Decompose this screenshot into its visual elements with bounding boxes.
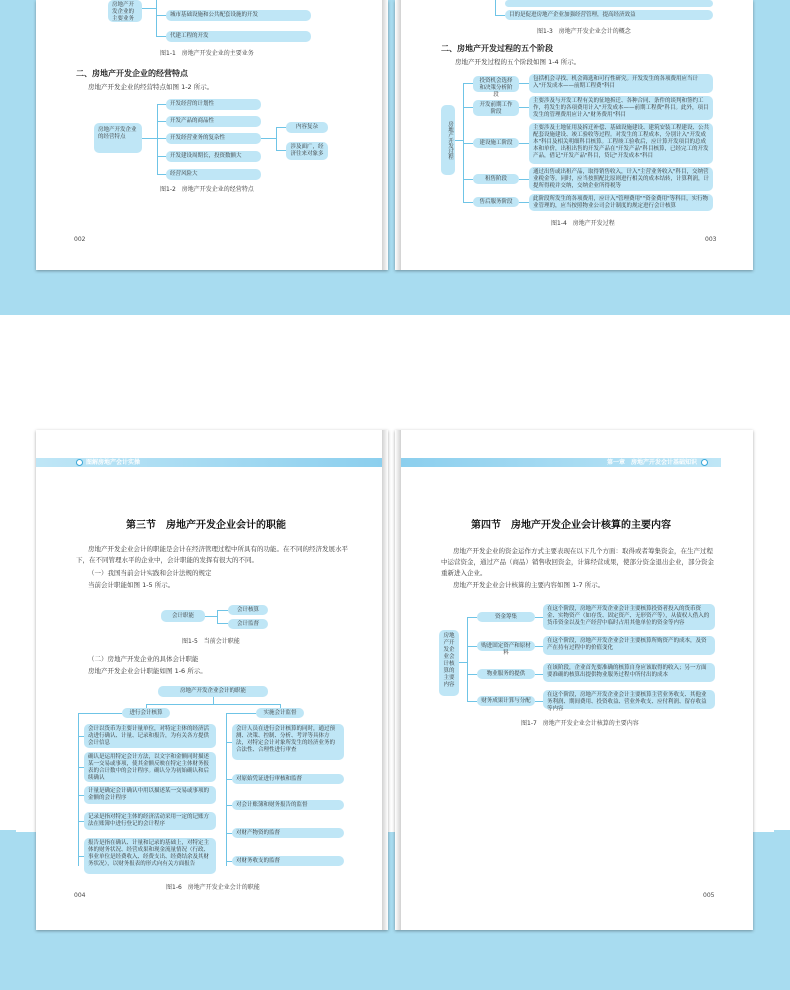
- stage-name: 租售阶段: [473, 174, 519, 184]
- business-item-city: 城市基础设施和公共配套设施的开发: [166, 10, 311, 21]
- accounting-function-box: 会计职能: [161, 610, 205, 622]
- page-002: [36, 0, 388, 270]
- stage-desc: 通过出售或出租产品，取得销售收入，计入"主营业务收入"科目，交纳营业税金等。同时，应当按照配比原则进行相关的成本结转，计算利润，计提所得税并交纳，交纳企业所得税等: [529, 167, 713, 191]
- feature-item: 开发建设周期长，投资数额大: [166, 151, 261, 162]
- section-heading: 二、房地产开发过程的五个阶段: [441, 44, 553, 53]
- left-item: 会计以货币为主要计量单位，对特定主体的经济活动进行确认、计量、记录和报告，为有关各方提供会计信息: [84, 724, 216, 748]
- stage-desc: 主要涉及土地征用及拆迁补偿、基础设施建设、建筑安装工程建设、公共配套设施建设、竣工验收等过程。对发生的工程成本，分别计入"开发成本"科目及相关明细科目核算。工程竣工验收后，应计算开发项目的总成本和单价，出租出售的开发产品在"开发产品"科目核算，已经完工的开发产品，借记"开发产品"科目，贷记"开发成本"科目: [529, 123, 713, 164]
- figure-caption-1-3: 图1-3 房地产开发企业会计的概念: [537, 28, 631, 35]
- figure-caption-1-1: 图1-1 房地产开发企业的主要业务: [160, 50, 254, 57]
- intro-text: 房地产开发企业会计核算的主要内容如图 1-7 所示。: [453, 581, 605, 589]
- stage-desc: 包括机会寻找、机会筛选和可行性研究。开发发生的各项费用应当计入"开发成本——前期工程费"科目: [529, 74, 713, 93]
- feature-item: 开发经营业务的复杂性: [166, 133, 261, 144]
- page-number: 002: [74, 236, 86, 243]
- contents-center-box: 房地产开发企业会计核算的主要内容: [439, 630, 459, 696]
- stage-name: 售后服务阶段: [473, 197, 519, 207]
- main-business-box: 房地产开发企业的主要业务: [108, 0, 142, 22]
- function-supervision: 会计监督: [228, 619, 268, 629]
- subsection-heading: （二）房地产开发企业的具体会计职能: [88, 655, 199, 663]
- content-desc: 在该阶段，企业首先要准确的核算自身应该取得的收入；另一方面要准确的核算出提供物业服务过程中所付出的成本: [543, 663, 715, 682]
- page-004: [36, 430, 388, 930]
- content-desc: 在这个阶段，房地产开发企业会计主要核算投资者投入的货币资金、实物资产（如存货、固定资产、无形资产等），从债权人借入的货币资金以及生产经营中临时占用其他单位的资金等内容: [543, 604, 715, 630]
- intro-text: 房地产开发企业会计职能如图 1-6 所示。: [88, 667, 207, 675]
- left-branch-head: 进行会计核算: [122, 708, 170, 718]
- right-branch-head: 实施会计监督: [256, 708, 304, 718]
- stage-desc: 主要涉及与开发工程有关的征地拆迁、各种合同、条件的谈判和签约工作，将发生的各项费用计入"开发成本——前期工程费"科目。此外，项目发生的管理费用应计入"财务费用"科目: [529, 96, 713, 120]
- intro-text: 房地产开发企业的经营特点如图 1-2 所示。: [88, 83, 214, 91]
- process-center-box: 房地产开发过程: [441, 105, 455, 175]
- left-item: 确认是运用特定会计方法，以文字和金额同时描述某一交易或事项，使其金额反映在特定主体财务报表的合计数中的会计程序。确认分为初始确认和后续确认: [84, 752, 216, 782]
- page-header-title: 第一章 房地产开发会计基础知识: [607, 457, 708, 466]
- content-desc: 在这个阶段，房地产开发企业会计主要核算所购资产的成本，及资产在持有过程中的价值变化: [543, 636, 715, 655]
- features-center-box: 房地产开发企业的经营特点: [94, 123, 142, 153]
- intro-text: 当前会计职能如图 1-5 所示。: [88, 581, 175, 589]
- left-item: 报告是指在确认、计量和记录的基础上，对特定主体的财务状况、经营成果和现金流量情况（行政、事业单位是经费收入、经费支出、经费结余及其财务状况），以财务报表的形式向有关方面报告: [84, 838, 216, 874]
- page-005: [395, 430, 753, 930]
- right-item: 会计人员在进行会计核算的同时，通过预测、决策、控制、分析、考评等具体方法，对特定会计对象所发生的经济业务的合法性、合理性进行审查: [232, 724, 344, 760]
- stage-desc: 此阶段所发生的各项费用，应计入"管理费用""资金费用"等科目，实行物业管理的，应当按照物业公司会计制度的规定进行会计核算: [529, 194, 713, 211]
- content-name: 资金筹集: [477, 612, 535, 622]
- page-number: 003: [705, 236, 717, 243]
- page-number: 004: [74, 892, 86, 899]
- intro-paragraph: 房地产开发企业会计的职能是会计在经济管理过程中所具有的功能。在不同的经济发展水平下，在不同管理水平的企业中，会计职能的发挥有很大的不同。: [76, 545, 348, 564]
- concept-box-purpose: 目的是促进房地产企业加强经营管理，提高经济效益: [505, 10, 713, 20]
- stage-name: 投资机会选择和决策分析阶段: [473, 76, 519, 92]
- right-item: 对原始凭证进行审核和监督: [232, 774, 344, 784]
- figure-caption-1-5: 图1-5 当前会计职能: [182, 638, 240, 645]
- figure-caption-1-7: 图1-7 房地产开发企业会计核算的主要内容: [521, 720, 639, 727]
- feature-sub-complex: 内容复杂: [286, 122, 328, 133]
- feature-item: 开发经营的计划性: [166, 99, 261, 110]
- subsection-heading: （一）我国当前会计实践和会计法规的规定: [88, 569, 212, 577]
- page-header-title: 图解房地产会计实操: [76, 457, 140, 466]
- right-item: 对会计账簿和财务报告的监督: [232, 800, 344, 810]
- page-003: [395, 0, 753, 270]
- content-desc: 在这个阶段，房地产开发企业会计主要核算主营业务收支、其他业务利润、期间费用、投资收益、营业外收支、应付利润、留存收益等内容: [543, 690, 715, 709]
- stage-name: 建设施工阶段: [473, 138, 519, 148]
- section-title: 第四节 房地产开发企业会计核算的主要内容: [471, 520, 671, 531]
- intro-paragraph: 房地产开发企业的资金运作方式主要表现在以下几个方面：取得或者筹集资金，在生产过程中运营资金，通过产品（商品）销售收回资金，计算经营成果，使部分资金退出企业，部分资金重新进入企业。: [441, 547, 714, 577]
- figure-caption-1-4: 图1-4 房地产开发过程: [551, 220, 615, 227]
- right-item: 对财产物资的监督: [232, 828, 344, 838]
- figure-caption-1-6: 图1-6 房地产开发企业会计的职能: [166, 884, 260, 891]
- functions-root-box: 房地产开发企业会计的职能: [158, 686, 268, 697]
- left-item: 记录是指对特定主体的经济活动采用一定的记账方法在账簿中进行登记的会计程序: [84, 812, 216, 830]
- concept-box-top: [505, 0, 713, 7]
- left-item: 计量是确定会计确认中用以描述某一交易或事项的金额的会计程序: [84, 786, 216, 804]
- right-item: 对财务收支的监督: [232, 856, 344, 866]
- business-item-agent: 代建工程的开发: [166, 31, 311, 42]
- feature-item: 经营风险大: [166, 169, 261, 180]
- function-accounting: 会计核算: [228, 605, 268, 615]
- feature-sub-wide: 涉及面广，经济往来对象多: [286, 142, 328, 160]
- content-name: 财务成果计算与分配: [477, 696, 535, 706]
- figure-caption-1-2: 图1-2 房地产开发企业的经营特点: [160, 186, 254, 193]
- section-heading: 二、房地产开发企业的经营特点: [76, 69, 188, 78]
- page-number: 005: [703, 892, 715, 899]
- content-name: 物业服务的提供: [477, 669, 535, 679]
- intro-text: 房地产开发过程的五个阶段如图 1-4 所示。: [455, 58, 581, 66]
- section-title: 第三节 房地产开发企业会计的职能: [126, 520, 286, 531]
- content-name: 购进固定资产和原材料: [477, 641, 535, 651]
- feature-item: 开发产品的商品性: [166, 116, 261, 127]
- stage-name: 开发前期工作阶段: [473, 100, 519, 116]
